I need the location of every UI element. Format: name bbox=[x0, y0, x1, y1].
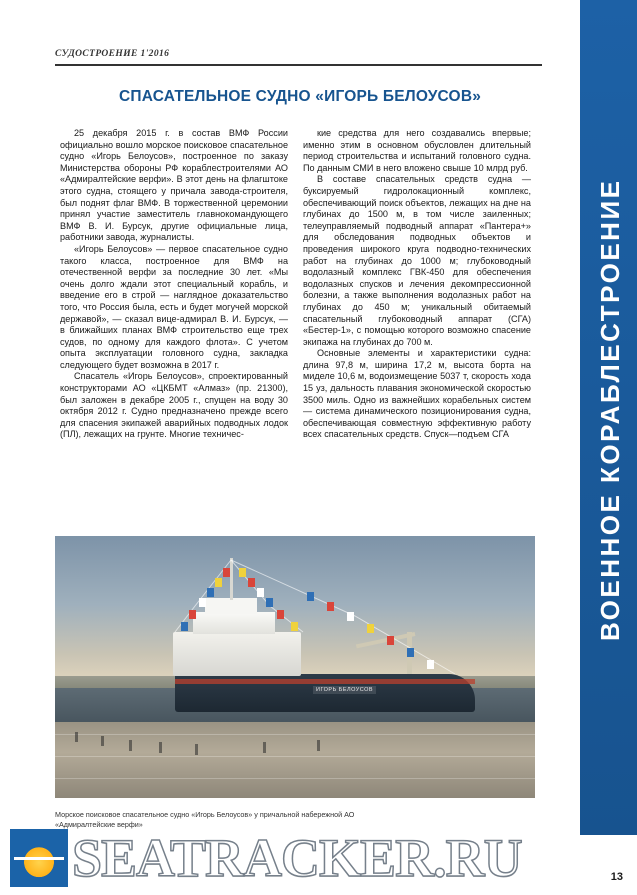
paragraph: Основные элементы и характеристики судна: длина 97,8 м, ширина 17,2 м, высота борта на миделе 10,6 м, водоизмещение 5037 т, скорость хода 15 уз, дальность плавания экономической скоростью 3500 миль. Одно из важнейших корабельных систем — система динамического позиционирования судна, обеспечивающая совместную эффективную работу всех спасательных средств. Спуск—подъем СГА bbox=[303, 348, 531, 440]
photo-ship-hull-name: ИГОРЬ БЕЛОУСОВ bbox=[313, 686, 376, 694]
paragraph: Спасатель «Игорь Белоусов», спроектированный конструкторами АО «ЦКБМТ «Алмаз» (пр. 21300), был заложен в декабре 2005 г., спущен на воду 30 октября 2012 г. Судно предназначено прежде всего для спасения экипажей аварийных подводных лодок (ПЛ), лежащих на грунте. Многие техничес- bbox=[60, 371, 288, 440]
page-number: 13 bbox=[610, 871, 623, 883]
page-title: СПАСАТЕЛЬНОЕ СУДНО «ИГОРЬ БЕЛОУСОВ» bbox=[118, 88, 482, 105]
body-column-right bbox=[303, 128, 531, 441]
watermark-logo-icon bbox=[10, 829, 68, 887]
paragraph: 25 декабря 2015 г. в состав ВМФ России официально вошло морское поисковое спасательное судно «Игорь Белоусов», построенное по заказу Министерства обороны РФ кораблестроителями АО «Адмиралтейские верфи». В этот день на флагштоке этого судна, стоящего у причала завода-строителя, был поднят флаг ВМФ. В торжественной церемонии принял участие заместитель главнокомандующего ВМФ В. И. Бурсук, другие официальные лица, работники завода, журналисты. bbox=[60, 128, 288, 243]
article-photo bbox=[55, 536, 535, 798]
watermark-text: SEATRACKER.RU bbox=[72, 828, 522, 888]
section-band bbox=[580, 0, 637, 835]
paragraph: В составе спасательных средств судна — буксируемый гидролокационный комплекс, обеспечивающий поиск объектов, лежащих на дне на глубинах до 1500 м, в том числе заиленных; телеуправляемый подводный аппарат «Пантера+» для обследования подводных объектов и проведения широкого круга подводно-технических работ на глубинах до 1000 м; глубоководный водолазный комплекс ГВК-450 для обеспечения водолазных спусков и лечения декомпрессионной болезни, а также выполнения водолазных работ на глубинах до 450 м; уникальный обитаемый спасательный глубоководный аппарат (СГА) «Бестер-1», с помощью которого возможно спасение экипажа на глубинах до 700 м. bbox=[303, 174, 531, 347]
photo-dressing-flags bbox=[55, 536, 535, 798]
body-column-left bbox=[60, 128, 288, 441]
running-head-rule bbox=[55, 64, 542, 66]
paragraph: кие средства для него создавались впервые; именно этим в основном обусловлен длительный период строительства и испытаний головного судна. По данным СМИ в него вложено свыше 10 млрд руб. bbox=[303, 128, 531, 173]
section-band-label: ВОЕННОЕ КОРАБЛЕСТРОЕНИЕ bbox=[595, 178, 625, 642]
paragraph: «Игорь Белоусов» — первое спасательное судно такого класса, построенное для ВМФ на отечественной верфи за последние 30 лет. «Мы очень долго ждали этот специальный корабль, и введение его в строй — наглядное доказательство того, что Россия была, есть и будет могучей морской державой», — сказал вице-адмирал В. И. Бурсук, — в ближайших планах ВМФ строительство еще трех судов, по одному для каждого флота». С учетом опыта эксплуатации головного судна, закладка следующего будет возможна в 2017 г. bbox=[60, 243, 288, 370]
photo-caption: Морское поисковое спасательное судно «Игорь Белоусов» у причальной набережной АО «Адмиралтейские верфи» bbox=[55, 810, 355, 829]
running-head: СУДОСТРОЕНИЕ 1'2016 bbox=[55, 49, 170, 59]
